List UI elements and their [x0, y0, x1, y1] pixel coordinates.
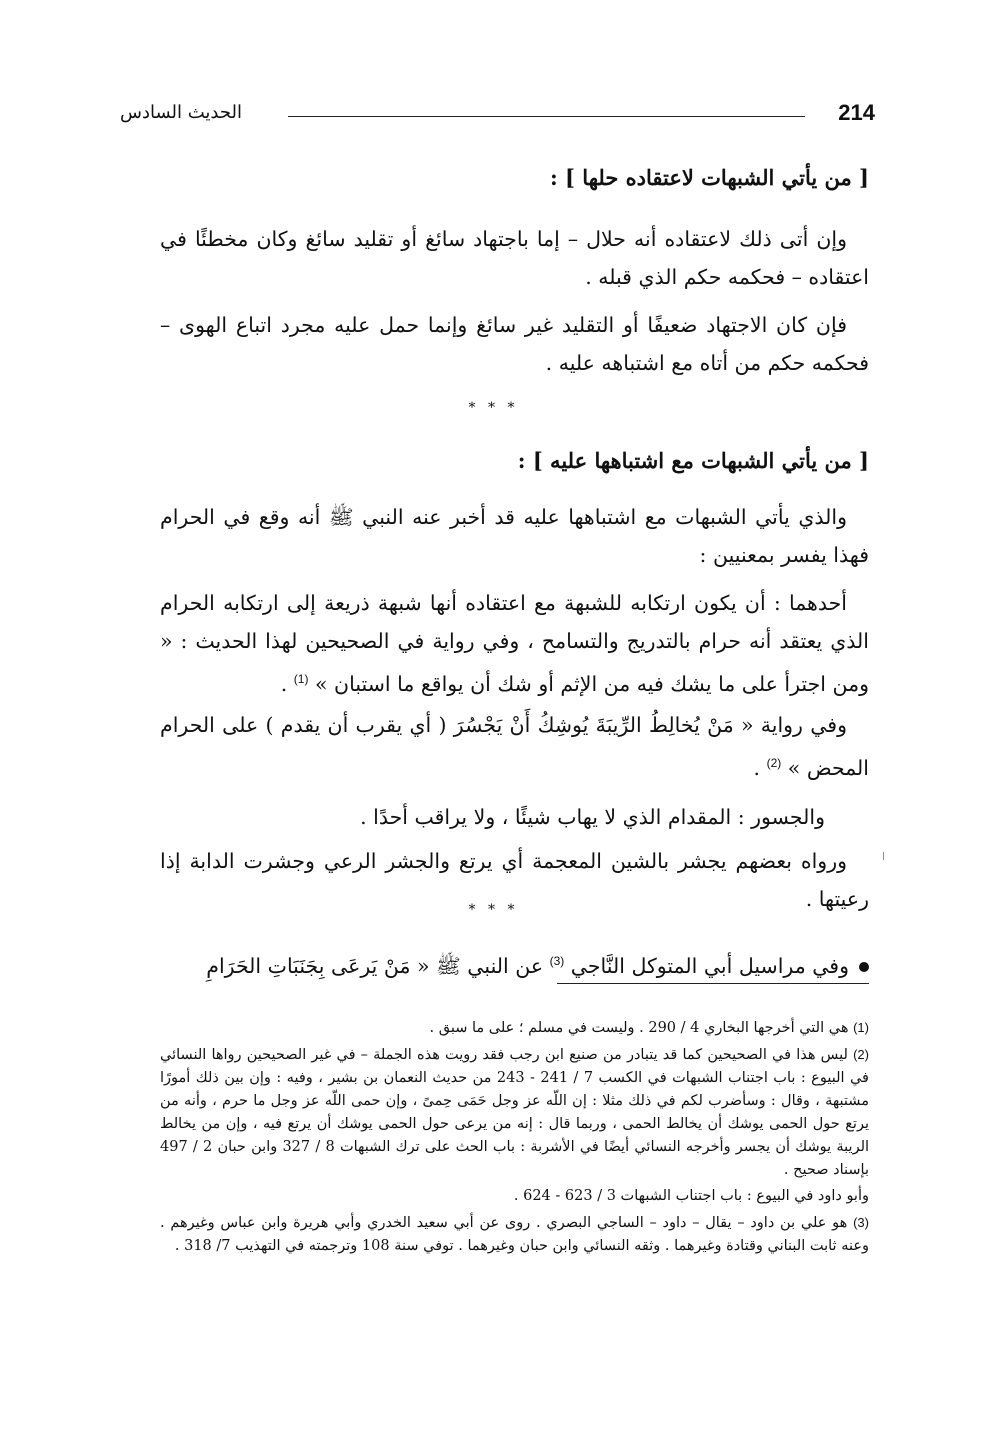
footnote-reference[interactable]: (3)	[549, 954, 565, 968]
paragraph-text: وفي رواية « مَنْ يُخالِطُ الرِّيبَةَ يُوشِكُ أَنْ يَجْسُرَ ( أي يقرب أن يقدم ) على الحرام المحض »	[160, 713, 869, 780]
paragraph-text: وفي مراسيل أبي المتوكل النَّاجي	[570, 953, 849, 978]
paragraph-text: عن النبي ﷺ « مَنْ يَرعَى بِجَنَبَاتِ الحَرَامِ	[206, 953, 550, 978]
paragraph-text: وإن أتى ذلك لاعتقاده أنه حلال – إما باجتهاد سائغ أو تقليد سائغ وكان مخطئًا في اعتقاده – فحكمه حكم الذي قبله .	[160, 227, 869, 289]
section-separator: * * *	[468, 902, 519, 918]
footnote-text: هي التي أخرجها البخاري 4 / 290 . وليست في مسلم ؛ على ما سبق .	[429, 1020, 849, 1036]
footnote-2-continuation	[160, 1185, 869, 1208]
paragraph	[160, 498, 869, 574]
footnotes	[160, 1016, 869, 1261]
bullet-paragraph	[160, 942, 869, 985]
paragraph	[160, 220, 869, 296]
footnote-number: (1)	[853, 1020, 869, 1035]
paragraph-text: والجسور : المقدام الذي لا يهاب شيئًا ، ولا يراقب أحدًا .	[360, 805, 825, 829]
page-number: 214	[838, 100, 875, 125]
paragraph-text: والذي يأتي الشبهات مع اشتباهها عليه قد أخبر عنه النبي ﷺ أنه وقع في الحرام فهذا يفسر بمعنيين :	[160, 505, 869, 567]
section-heading-2: [ من يأتي الشبهات مع اشتباهها عليه ] :	[517, 448, 869, 473]
footnote-text: ليس هذا في الصحيحين كما قد يتبادر من صنيع ابن رجب فقد رويت هذه الجملة – في غير الصحيحين رواها النسائي في البيوع : باب اجتناب الشبهات في الكسب 7 / 241 - 243 من حديث النعمان بن بشير ، وفيه : وإن بين ذلك أمورًا مشتبهة ، وقال : وسأضرب لكم في ذلك مثلا : إن اللّه عز وجل حَمَى حِمىً ، وإن حمى اللّه عز وجل ما حرم ، وأنه من يرتع حول الحمى يوشك أن يخالط الحمى ، وربما قال : إنه من يرعى حول الحمى يوشك أن يرتع فيه ، وإن من يخالط الريبة يوشك أن يجسر وأخرجه النسائي أيضًا في الأشربة : باب الحث على ترك الشبهات 8 / 327 وابن حبان 2 / 497 بإسناد صحيح .	[160, 1047, 870, 1178]
paragraph: أحدهما : أن يكون ارتكابه للشبهة مع اعتقاده أنها شبهة ذريعة إلى ارتكابه الحرام الذي يعتقد أنه حرام بالتدريج والتسامح ، وفي رواية في الصحيحين لهذا الحديث : « ومن اجترأ على ما يشك فيه من الإثم أو شك أن يواقع ما استبان » $^{(1)}$ .	[160, 591, 869, 696]
footnote-1	[160, 1016, 869, 1040]
margin-mark	[883, 852, 884, 860]
paragraph-text: ورواه بعضهم يجشر بالشين المعجمة أي يرتع والجشر الرعي وجشرت الدابة إذا رعيتها .	[160, 849, 869, 911]
running-title: الحديث السادس	[120, 102, 242, 123]
footnote-2	[160, 1043, 869, 1182]
footnote-separator	[557, 983, 869, 984]
running-header	[120, 100, 875, 134]
footnote-reference[interactable]: (1)	[293, 672, 309, 686]
footnote-number: (2)	[853, 1047, 869, 1062]
paragraph	[160, 798, 869, 836]
section-separator: * * *	[468, 400, 519, 416]
footnote-reference[interactable]: (2)	[766, 756, 782, 770]
footnote-3	[160, 1211, 869, 1258]
paragraph-text: أحدهما : أن يكون ارتكابه للشبهة مع اعتقاده أنها شبهة ذريعة إلى ارتكابه الحرام الذي يعتقد أنه حرام بالتدريج والتسامح ، وفي رواية في الصحيحين لهذا الحديث : « ومن اجترأ على ما يشك فيه من الإثم أو شك أن يواقع ما استبان »	[160, 591, 869, 696]
paragraph	[160, 306, 869, 382]
section-heading-1: [ من يأتي الشبهات لاعتقاده حلها ] :	[549, 165, 869, 190]
footnote-text: هو علي بن داود – يقال – داود – الساجي البصري . روى عن أبي سعيد الخدري وأبي هريرة وابن عباس وغيرهم . وعنه ثابت البناني وقتادة وغيرهما . وثقه النسائي وابن حبان وغيرهما . توفي سنة 108 وترجمته في التهذيب 7/ 318 .	[160, 1215, 869, 1254]
footnote-text: وأبو داود في البيوع : باب اجتناب الشبهات 3 / 623 - 624 .	[513, 1188, 869, 1204]
bullet-icon	[859, 962, 869, 972]
header-rule	[288, 116, 805, 117]
paragraph-text: فإن كان الاجتهاد ضعيفًا أو التقليد غير سائغ وإنما حمل عليه مجرد اتباع الهوى – فحكمه حكم من أتاه مع اشتباهه عليه .	[160, 313, 869, 375]
footnote-number: (3)	[853, 1215, 869, 1230]
paragraph: وفي رواية « مَنْ يُخالِطُ الرِّيبَةَ يُوشِكُ أَنْ يَجْسُرَ ( أي يقرب أن يقدم ) على الحرام المحض » $^{(2)}$ .	[160, 713, 869, 780]
